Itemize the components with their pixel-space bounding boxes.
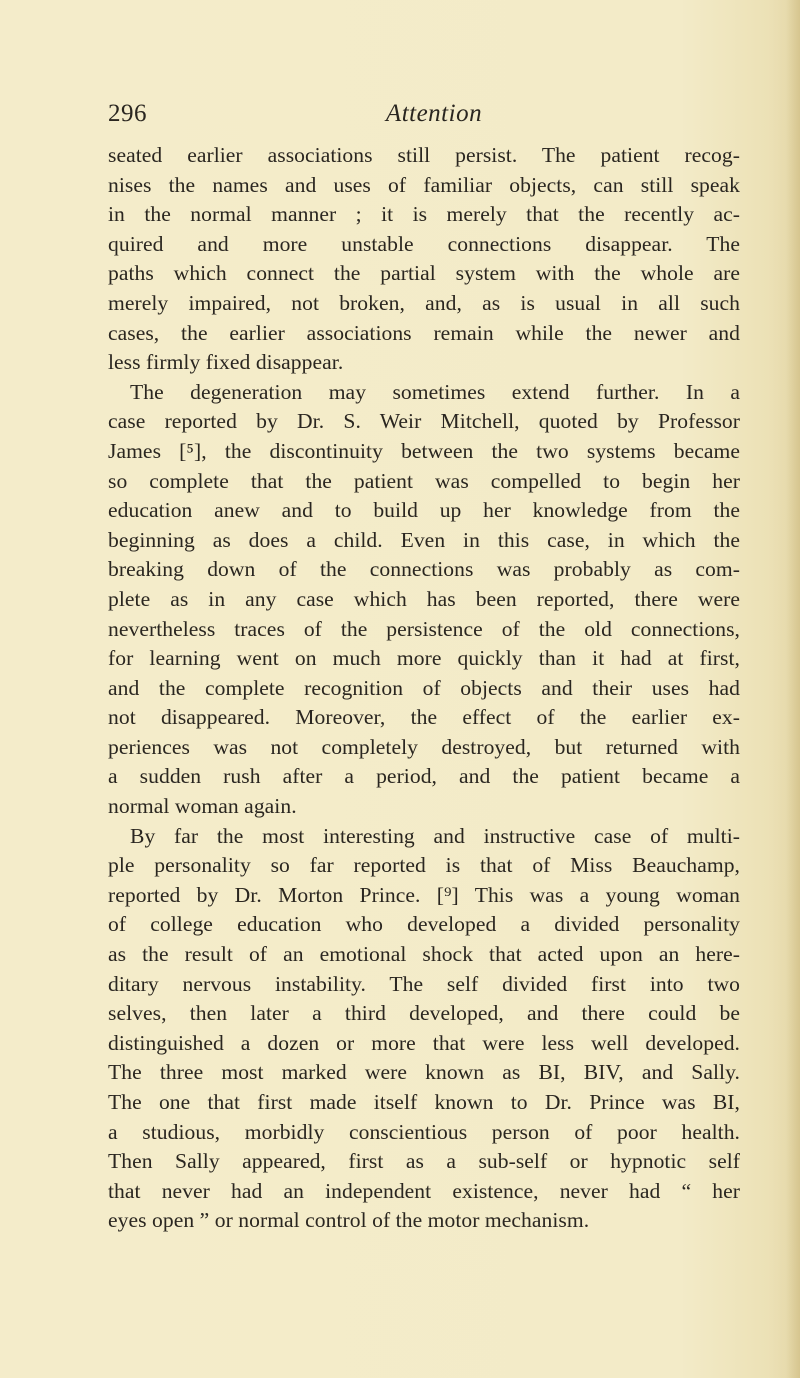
text-line: so complete that the patient was compelled to begin her bbox=[108, 468, 740, 493]
text-line: education anew and to build up her knowledge from the bbox=[108, 498, 740, 523]
text-line: of college education who developed a divided personality bbox=[108, 912, 740, 937]
text-line: nises the names and uses of familiar objects, can still speak bbox=[108, 172, 740, 197]
text-line: distinguished a dozen or more that were less well developed. bbox=[108, 1030, 740, 1055]
text-line: ditary nervous instability. The self divided first into two bbox=[108, 971, 740, 996]
body-text bbox=[108, 141, 740, 1236]
text-line: paths which connect the partial system with the whole are bbox=[108, 261, 740, 286]
text-line: for learning went on much more quickly than it had at first, bbox=[108, 646, 740, 671]
text-line: in the normal manner ; it is merely that the recently ac- bbox=[108, 202, 740, 227]
text-line: and the complete recognition of objects and their uses had bbox=[108, 675, 740, 700]
text-line: a sudden rush after a period, and the patient became a bbox=[108, 764, 740, 789]
text-line: The three most marked were known as BI, BIV, and Sally. bbox=[108, 1060, 740, 1085]
text-line: selves, then later a third developed, and there could be bbox=[108, 1001, 740, 1026]
text-line: beginning as does a child. Even in this case, in which the bbox=[108, 527, 740, 552]
text-line: seated earlier associations still persist. The patient recog- bbox=[108, 143, 740, 167]
text-line: quired and more unstable connections disappear. The bbox=[108, 231, 740, 256]
page-number: 296 bbox=[108, 100, 147, 127]
running-title: Attention bbox=[385, 100, 483, 127]
text-line: cases, the earlier associations remain while the newer and bbox=[108, 320, 740, 345]
text-line: periences was not completely destroyed, but returned with bbox=[108, 734, 740, 759]
text-line: case reported by Dr. S. Weir Mitchell, quoted by Professor bbox=[108, 409, 740, 434]
text-line: plete as in any case which has been reported, there were bbox=[108, 586, 740, 611]
text-line: normal woman again. bbox=[108, 794, 297, 819]
page-edge-shadow bbox=[786, 0, 800, 1378]
text-line: that never had an independent existence, never had “ her bbox=[108, 1178, 740, 1203]
text-line: reported by Dr. Morton Prince. [⁹] This was a young woman bbox=[108, 882, 740, 907]
text-line: By far the most interesting and instructive case of multi- bbox=[130, 823, 740, 848]
text-line: as the result of an emotional shock that acted upon an here- bbox=[108, 942, 740, 967]
text-line: James [⁵], the discontinuity between the two systems became bbox=[108, 438, 740, 463]
text-line: a studious, morbidly conscientious person of poor health. bbox=[108, 1119, 740, 1144]
text-line: nevertheless traces of the persistence of the old connections, bbox=[108, 616, 740, 641]
text-line: ple personality so far reported is that of Miss Beauchamp, bbox=[108, 853, 740, 878]
text-line: The one that first made itself known to Dr. Prince was BI, bbox=[108, 1090, 740, 1114]
page-header bbox=[108, 100, 740, 140]
text-line: merely impaired, not broken, and, as is usual in all such bbox=[108, 290, 740, 315]
text-line: not disappeared. Moreover, the effect of the earlier ex- bbox=[108, 705, 740, 730]
text-line: breaking down of the connections was probably as com- bbox=[108, 557, 740, 582]
text-line: Then Sally appeared, first as a sub-self or hypnotic self bbox=[108, 1149, 740, 1174]
text-line: less firmly fixed disappear. bbox=[108, 350, 344, 375]
text-line: eyes open ” or normal control of the motor mechanism. bbox=[108, 1208, 590, 1233]
text-line: The degeneration may sometimes extend further. In a bbox=[130, 379, 740, 404]
